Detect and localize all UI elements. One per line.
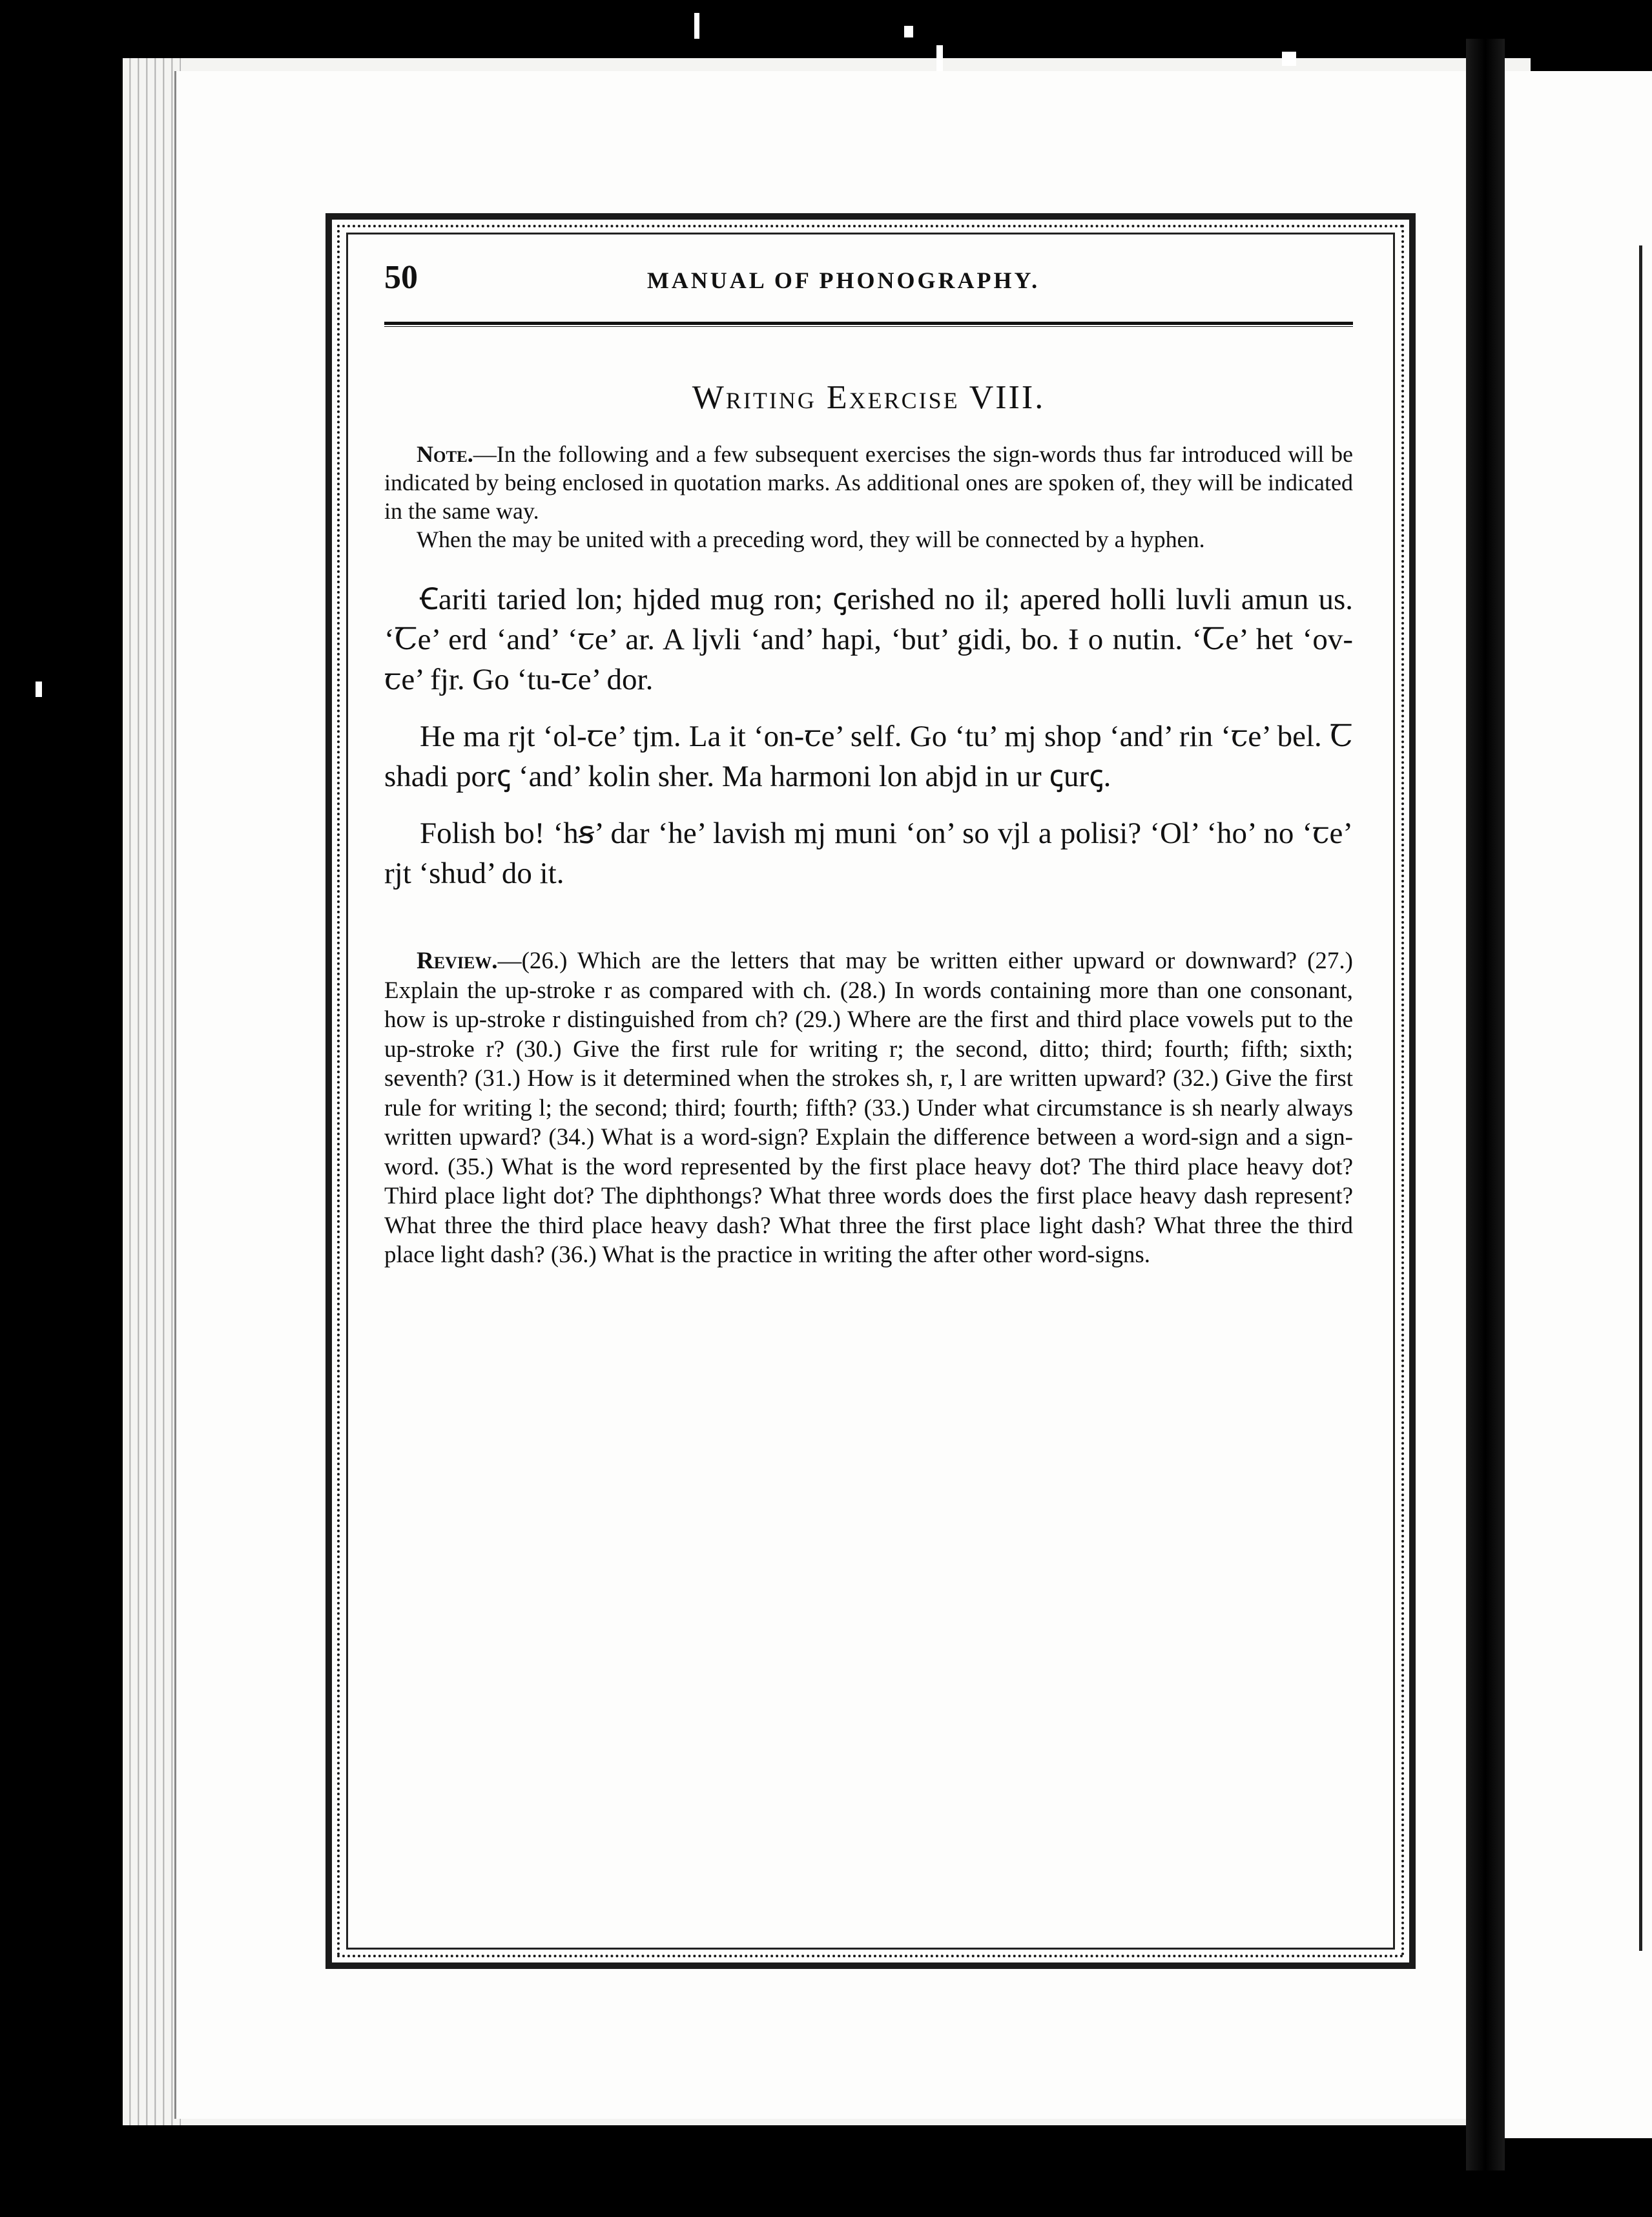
review-text: —(26.) Which are the letters that may be written either upward or downward? (27.) Explain the up-stroke r as compared with ch. (28.) In words containing more than one consonant, how is up-stroke r distinguished from ch? (29.) Where are the first and third place vowels put to the up-stroke r? (30.) Give the first rule for writing r; the second, ditto; third; fourth; fifth; sixth; seventh? (31.) How is it determined when the strokes sh, r, l are written upward? (32.) Give the first rule for writing l; the second; third; fourth; fifth? (33.) Under what circumstance is sh nearly always written upward? (34.) What is a word-sign? Explain the difference between a word-sign and a sign-word. (35.) What is the word represented by the first place heavy dot? The third place heavy dot? Third place light dot? The diphthongs? What three words does the first place heavy dash represent? What three the third place heavy dash? What three the first place light dash? What three the third place light dash? (36.) What is the practice in writing the after other word-signs. bbox=[384, 948, 1353, 1268]
review-paragraph bbox=[384, 946, 1353, 1270]
section-title bbox=[384, 379, 1353, 417]
speck bbox=[904, 26, 913, 37]
section-title-text: Writing Exercise VIII. bbox=[692, 379, 1046, 416]
note-paragraph bbox=[384, 440, 1353, 525]
review-lead: Review. bbox=[417, 948, 498, 974]
facing-page bbox=[1505, 71, 1652, 2138]
exercise-paragraph-2: He ma rjt ‘ol-ꞇe’ tjm. La it ‘on-ꞇe’ self. Go ‘tu’ mj shop ‘and’ rin ‘ꞇe’ bel. Ꞇ shadi porꞔ ‘and’ kolin sher. Ma harmoni lon abjd in ur ꞔurꞔ. bbox=[384, 720, 1353, 793]
exercise-block bbox=[384, 579, 1353, 893]
speck bbox=[36, 682, 42, 697]
note-text: —In the following and a few subsequent exercises the sign-words thus far introduced will be indicated by being enclosed in quotation marks. As additional ones are spoken of, they will be indicated in the same way. bbox=[384, 441, 1353, 524]
note-second-paragraph: When the may be united with a preceding word, they will be connected by a hyphen. bbox=[417, 526, 1205, 552]
speck bbox=[694, 13, 699, 39]
exercise-paragraph-1: Ꞓariti taried lon; hjded mug ron; ꞔerished no il; apered holli luvli amun us. ‘Ꞇe’ erd ‘and’ ‘ꞇe’ ar. A ljvli ‘and’ hapi, ‘but’ gidi, bo. Ɨ o nutin. ‘Ꞇe’ het ‘ov-ꞇe’ fjr. Go ‘tu-ꞇe’ dor. bbox=[384, 583, 1353, 696]
page-number: 50 bbox=[384, 259, 418, 296]
page-edges bbox=[123, 58, 181, 2125]
speck bbox=[936, 45, 943, 71]
header-rule bbox=[384, 322, 1353, 325]
page-content bbox=[384, 258, 1353, 1270]
running-head: MANUAL OF PHONOGRAPHY. bbox=[646, 267, 1040, 293]
header-rule-thin bbox=[384, 326, 1353, 327]
note-block bbox=[384, 440, 1353, 554]
facing-page-border bbox=[1639, 245, 1642, 1951]
book-gutter bbox=[1466, 39, 1505, 2170]
review-block bbox=[384, 946, 1353, 1270]
page-header bbox=[384, 258, 1353, 310]
exercise-paragraph-3: Folish bo! ‘hꞩ’ dar ‘he’ lavish mj muni ‘on’ so vjl a polisi? ‘Ol’ ‘ho’ no ‘ꞇe’ rjt ‘shud’ do it. bbox=[384, 817, 1353, 890]
note-lead: Note. bbox=[417, 441, 473, 467]
speck bbox=[1282, 52, 1296, 66]
